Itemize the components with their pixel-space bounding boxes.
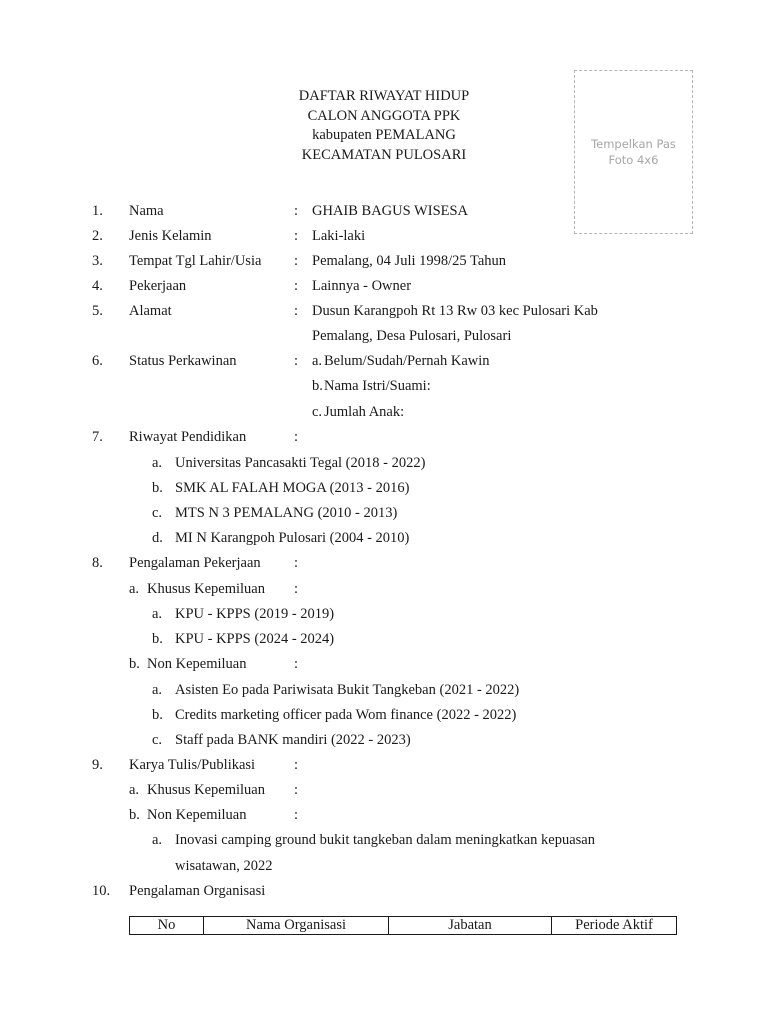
colon: : xyxy=(294,581,299,597)
colon: : xyxy=(294,757,299,773)
work-item: Credits marketing officer pada Wom finance (2022 - 2022) xyxy=(175,707,517,723)
field-value-ttl: Pemalang, 04 Juli 1998/25 Tahun xyxy=(312,253,507,269)
table-header-periode-aktif: Periode Aktif xyxy=(552,917,677,935)
table-header-no: No xyxy=(130,917,204,935)
status-option-a: Belum/Sudah/Pernah Kawin xyxy=(324,353,490,369)
colon: : xyxy=(294,656,299,672)
status-mark-a: a. xyxy=(312,353,323,369)
colon: : xyxy=(294,203,299,219)
colon: : xyxy=(294,303,299,319)
photo-placeholder xyxy=(574,70,693,234)
colon: : xyxy=(294,429,299,445)
status-option-b: Nama Istri/Suami: xyxy=(324,378,431,394)
field-label-nama: Nama xyxy=(129,203,164,219)
list-marker: b. xyxy=(152,707,163,723)
work-item: Staff pada BANK mandiri (2022 - 2023) xyxy=(175,732,411,748)
field-label-status: Status Perkawinan xyxy=(129,353,237,369)
sub-marker: b. xyxy=(129,807,140,823)
field-value-alamat-2: Pemalang, Desa Pulosari, Pulosari xyxy=(312,328,512,344)
field-label-organisasi: Pengalaman Organisasi xyxy=(129,883,266,899)
title-line-1: DAFTAR RIWAYAT HIDUP xyxy=(298,88,470,104)
colon: : xyxy=(294,807,299,823)
list-marker: b. xyxy=(152,631,163,647)
sub-label-non: Non Kepemiluan xyxy=(147,807,247,823)
education-item: MI N Karangpoh Pulosari (2004 - 2010) xyxy=(175,530,410,546)
list-marker: d. xyxy=(152,530,163,546)
title-line-3: kabupaten PEMALANG xyxy=(312,127,456,143)
publication-item-line-1: Inovasi camping ground bukit tangkeban dalam meningkatkan kepuasan xyxy=(175,832,595,848)
list-marker: a. xyxy=(152,606,163,622)
work-item: KPU - KPPS (2024 - 2024) xyxy=(175,631,335,647)
field-value-pekerjaan: Lainnya - Owner xyxy=(312,278,412,294)
list-marker: b. xyxy=(152,480,163,496)
title-line-4: KECAMATAN PULOSARI xyxy=(301,146,467,163)
status-mark-c: c. xyxy=(312,404,323,420)
table-header-nama-organisasi: Nama Organisasi xyxy=(204,917,389,935)
sub-marker: b. xyxy=(129,656,140,672)
field-value-jenis-kelamin: Laki-laki xyxy=(312,228,366,244)
sub-label-non: Non Kepemiluan xyxy=(147,656,247,672)
field-value-alamat-1: Dusun Karangpoh Rt 13 Rw 03 kec Pulosari Kab xyxy=(312,303,598,319)
status-option-c: Jumlah Anak: xyxy=(324,404,405,420)
list-marker: a. xyxy=(152,832,163,848)
item-number: 7. xyxy=(92,429,103,445)
field-label-karya-tulis: Karya Tulis/Publikasi xyxy=(129,757,256,773)
field-label-jenis-kelamin: Jenis Kelamin xyxy=(129,228,212,244)
field-label-pengalaman-pekerjaan: Pengalaman Pekerjaan xyxy=(129,555,261,571)
item-number: 6. xyxy=(92,353,103,369)
colon: : xyxy=(294,782,299,798)
title-line-2: CALON ANGGOTA PPK xyxy=(307,107,461,124)
list-marker: c. xyxy=(152,505,163,521)
item-number: 10. xyxy=(92,883,111,899)
item-number: 9. xyxy=(92,757,103,773)
sub-marker: a. xyxy=(129,581,140,597)
education-item: Universitas Pancasakti Tegal (2018 - 2022) xyxy=(175,455,426,471)
colon: : xyxy=(294,228,299,244)
item-number: 1. xyxy=(92,203,103,219)
table-header-jabatan: Jabatan xyxy=(389,917,552,935)
colon: : xyxy=(294,253,299,269)
education-item: MTS N 3 PEMALANG (2010 - 2013) xyxy=(175,505,398,521)
list-marker: a. xyxy=(152,682,163,698)
colon: : xyxy=(294,555,299,571)
photo-text-1: Tempelkan Pas xyxy=(591,137,676,151)
sub-marker: a. xyxy=(129,782,140,798)
list-marker: c. xyxy=(152,732,163,748)
item-number: 4. xyxy=(92,278,103,294)
work-item: Asisten Eo pada Pariwisata Bukit Tangkeban (2021 - 2022) xyxy=(175,682,520,698)
table-header-row xyxy=(130,917,677,935)
organization-table xyxy=(129,916,677,935)
list-marker: a. xyxy=(152,455,163,471)
colon: : xyxy=(294,353,299,369)
publication-item-line-2: wisatawan, 2022 xyxy=(175,858,273,874)
item-number: 2. xyxy=(92,228,103,244)
field-label-ttl: Tempat Tgl Lahir/Usia xyxy=(129,253,262,269)
item-number: 8. xyxy=(92,555,103,571)
field-label-pekerjaan: Pekerjaan xyxy=(129,278,187,294)
field-label-alamat: Alamat xyxy=(129,303,172,319)
field-label-pendidikan: Riwayat Pendidikan xyxy=(129,429,247,445)
photo-text-2: Foto 4x6 xyxy=(608,153,659,167)
colon: : xyxy=(294,278,299,294)
field-value-nama: GHAIB BAGUS WISESA xyxy=(312,203,469,219)
item-number: 3. xyxy=(92,253,103,269)
sub-label-khusus: Khusus Kepemiluan xyxy=(147,581,265,597)
work-item: KPU - KPPS (2019 - 2019) xyxy=(175,606,335,622)
item-number: 5. xyxy=(92,303,103,319)
status-mark-b: b. xyxy=(312,378,323,394)
education-item: SMK AL FALAH MOGA (2013 - 2016) xyxy=(175,480,410,496)
sub-label-khusus: Khusus Kepemiluan xyxy=(147,782,265,798)
